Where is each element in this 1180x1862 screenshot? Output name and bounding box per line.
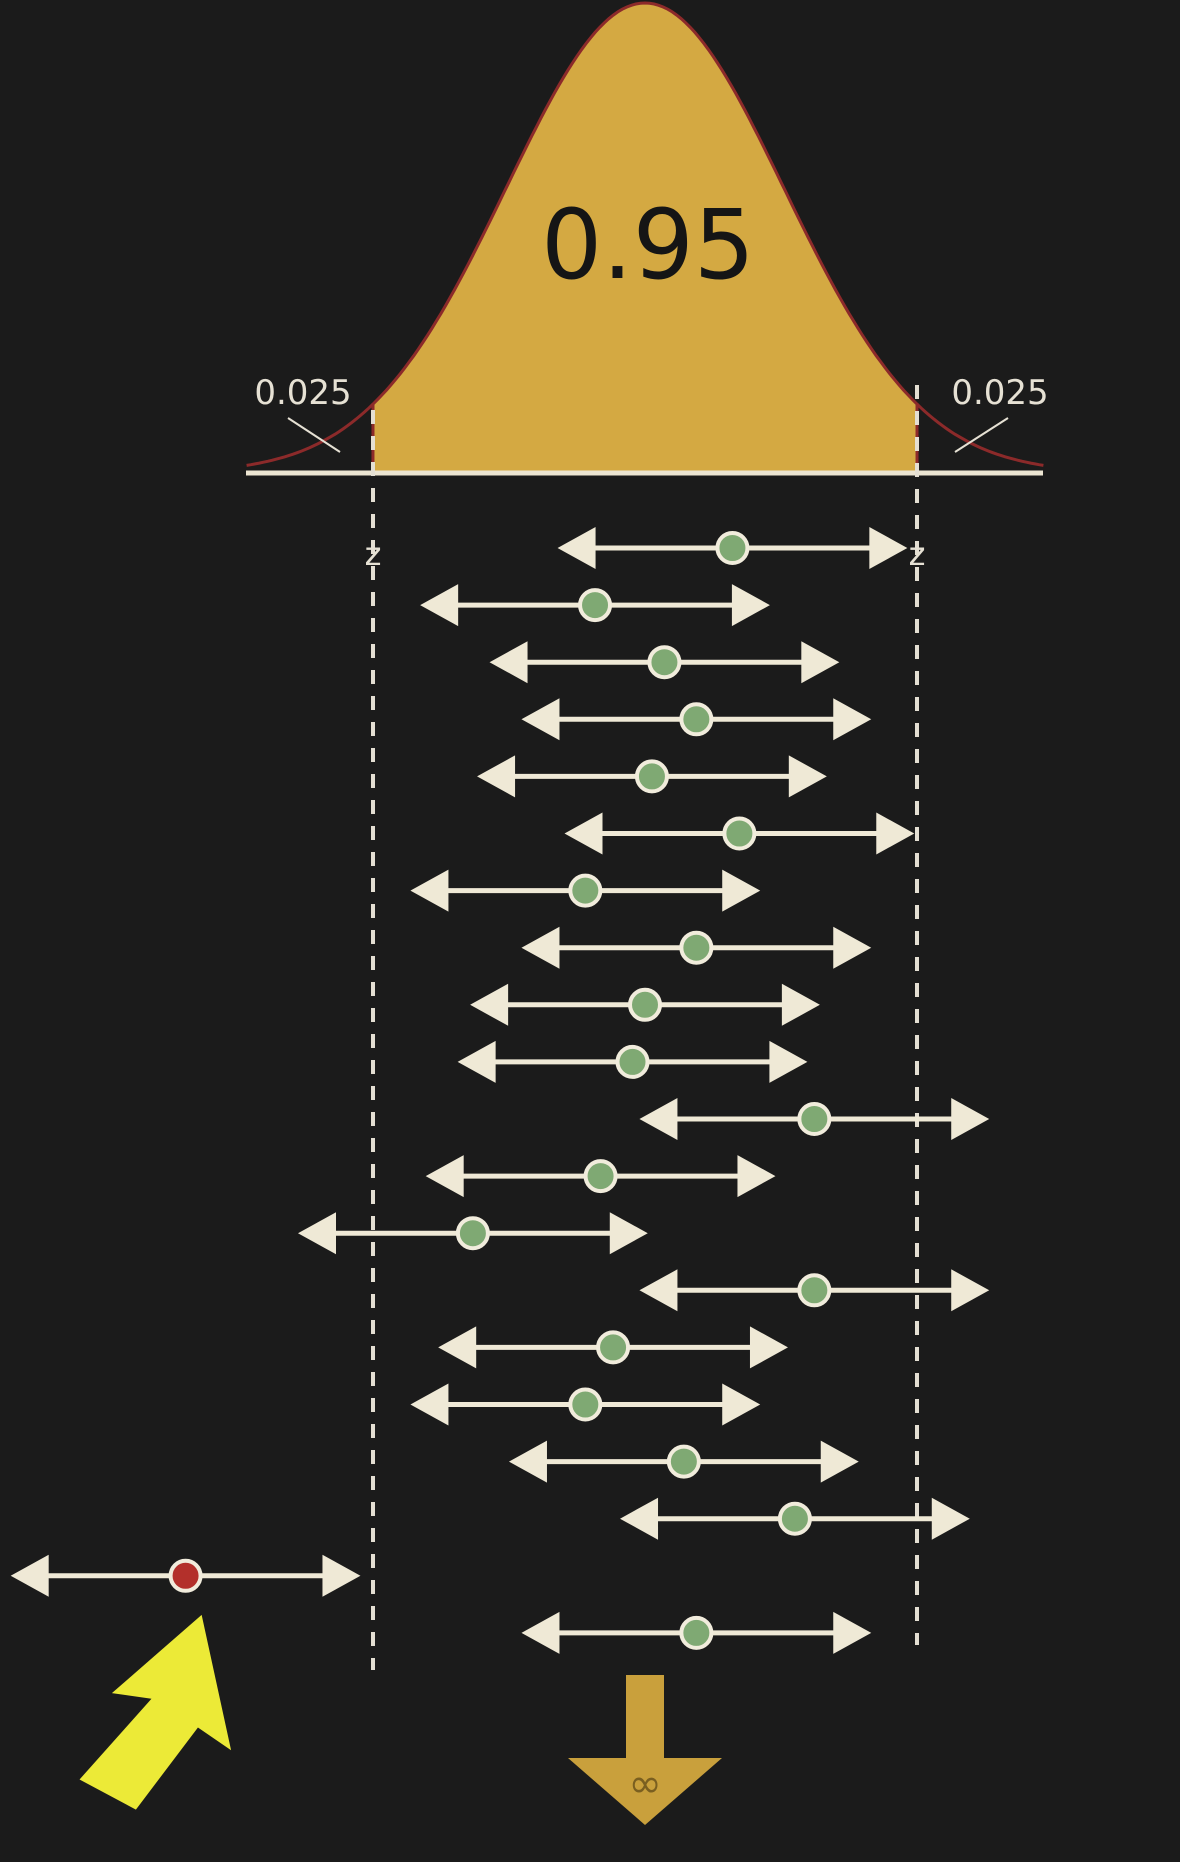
interval-right-arrowhead bbox=[833, 698, 871, 740]
right-tail-label: 0.025 bbox=[951, 373, 1049, 413]
interval-right-arrowhead bbox=[322, 1555, 360, 1597]
sample-mean-point bbox=[724, 819, 754, 849]
interval-right-arrowhead bbox=[722, 1384, 760, 1426]
interval-left-arrowhead bbox=[521, 1612, 559, 1654]
left-critical-z-label: z bbox=[364, 535, 382, 573]
infinity-label: ∞ bbox=[628, 1761, 662, 1807]
confidence-interval bbox=[426, 1155, 776, 1197]
sample-mean-point bbox=[799, 1104, 829, 1134]
center-probability-label: 0.95 bbox=[541, 189, 755, 301]
interval-left-arrowhead bbox=[298, 1212, 336, 1254]
interval-right-arrowhead bbox=[750, 1326, 788, 1368]
interval-right-arrowhead bbox=[951, 1269, 989, 1311]
sample-mean-point bbox=[717, 533, 747, 563]
interval-left-arrowhead bbox=[477, 755, 515, 797]
interval-left-arrowhead bbox=[521, 698, 559, 740]
left-tail-curve bbox=[247, 404, 373, 465]
interval-left-arrowhead bbox=[620, 1498, 658, 1540]
interval-left-arrowhead bbox=[438, 1326, 476, 1368]
sample-mean-point bbox=[598, 1332, 628, 1362]
confidence-interval-missing-mean bbox=[11, 1555, 361, 1597]
interval-left-arrowhead bbox=[458, 1041, 496, 1083]
confidence-interval bbox=[410, 870, 760, 912]
sample-mean-point-outside bbox=[171, 1561, 201, 1591]
outside-interval-pointer-arrow bbox=[76, 1601, 249, 1821]
left-tail-label: 0.025 bbox=[254, 373, 352, 413]
confidence-interval bbox=[639, 1269, 989, 1311]
interval-left-arrowhead bbox=[490, 641, 528, 683]
sample-mean-point bbox=[681, 933, 711, 963]
interval-list bbox=[11, 527, 990, 1654]
interval-left-arrowhead bbox=[410, 1384, 448, 1426]
confidence-interval bbox=[558, 527, 908, 569]
interval-right-arrowhead bbox=[782, 984, 820, 1026]
sample-mean-point bbox=[681, 704, 711, 734]
interval-left-arrowhead bbox=[420, 584, 458, 626]
confidence-interval bbox=[420, 584, 770, 626]
confidence-interval bbox=[521, 927, 871, 969]
sample-mean-point bbox=[570, 876, 600, 906]
interval-left-arrowhead bbox=[410, 870, 448, 912]
sample-mean-point bbox=[649, 647, 679, 677]
confidence-interval bbox=[470, 984, 820, 1026]
sample-mean-point bbox=[580, 590, 610, 620]
interval-right-arrowhead bbox=[801, 641, 839, 683]
interval-right-arrowhead bbox=[869, 527, 907, 569]
interval-left-arrowhead bbox=[639, 1098, 677, 1140]
sample-mean-point bbox=[637, 761, 667, 791]
confidence-interval bbox=[521, 1612, 871, 1654]
interval-right-arrowhead bbox=[610, 1212, 648, 1254]
interval-right-arrowhead bbox=[951, 1098, 989, 1140]
interval-left-arrowhead bbox=[639, 1269, 677, 1311]
confidence-interval bbox=[521, 698, 871, 740]
sample-mean-point bbox=[586, 1161, 616, 1191]
sample-mean-point bbox=[669, 1447, 699, 1477]
interval-left-arrowhead bbox=[564, 813, 602, 855]
interval-left-arrowhead bbox=[509, 1441, 547, 1483]
sample-mean-point bbox=[780, 1504, 810, 1534]
interval-left-arrowhead bbox=[11, 1555, 49, 1597]
interval-right-arrowhead bbox=[932, 1498, 970, 1540]
confidence-interval bbox=[410, 1384, 760, 1426]
interval-right-arrowhead bbox=[769, 1041, 807, 1083]
interval-right-arrowhead bbox=[876, 813, 914, 855]
interval-left-arrowhead bbox=[558, 527, 596, 569]
sample-mean-point bbox=[458, 1218, 488, 1248]
confidence-interval bbox=[458, 1041, 808, 1083]
infinity-arrow bbox=[568, 1675, 722, 1825]
interval-right-arrowhead bbox=[722, 870, 760, 912]
right-critical-z-label: z bbox=[908, 535, 926, 573]
sample-mean-point bbox=[630, 990, 660, 1020]
confidence-interval bbox=[639, 1098, 989, 1140]
confidence-interval bbox=[477, 755, 827, 797]
confidence-interval bbox=[564, 813, 914, 855]
confidence-interval bbox=[509, 1441, 859, 1483]
interval-right-arrowhead bbox=[737, 1155, 775, 1197]
sample-mean-point bbox=[618, 1047, 648, 1077]
sample-mean-point bbox=[799, 1275, 829, 1305]
interval-left-arrowhead bbox=[426, 1155, 464, 1197]
interval-left-arrowhead bbox=[470, 984, 508, 1026]
sample-mean-point bbox=[681, 1618, 711, 1648]
interval-right-arrowhead bbox=[732, 584, 770, 626]
sample-mean-point bbox=[570, 1390, 600, 1420]
interval-right-arrowhead bbox=[833, 927, 871, 969]
interval-right-arrowhead bbox=[833, 1612, 871, 1654]
interval-right-arrowhead bbox=[789, 755, 827, 797]
confidence-interval bbox=[298, 1212, 648, 1254]
interval-left-arrowhead bbox=[521, 927, 559, 969]
interval-right-arrowhead bbox=[821, 1441, 859, 1483]
confidence-interval bbox=[438, 1326, 788, 1368]
confidence-interval bbox=[490, 641, 840, 683]
